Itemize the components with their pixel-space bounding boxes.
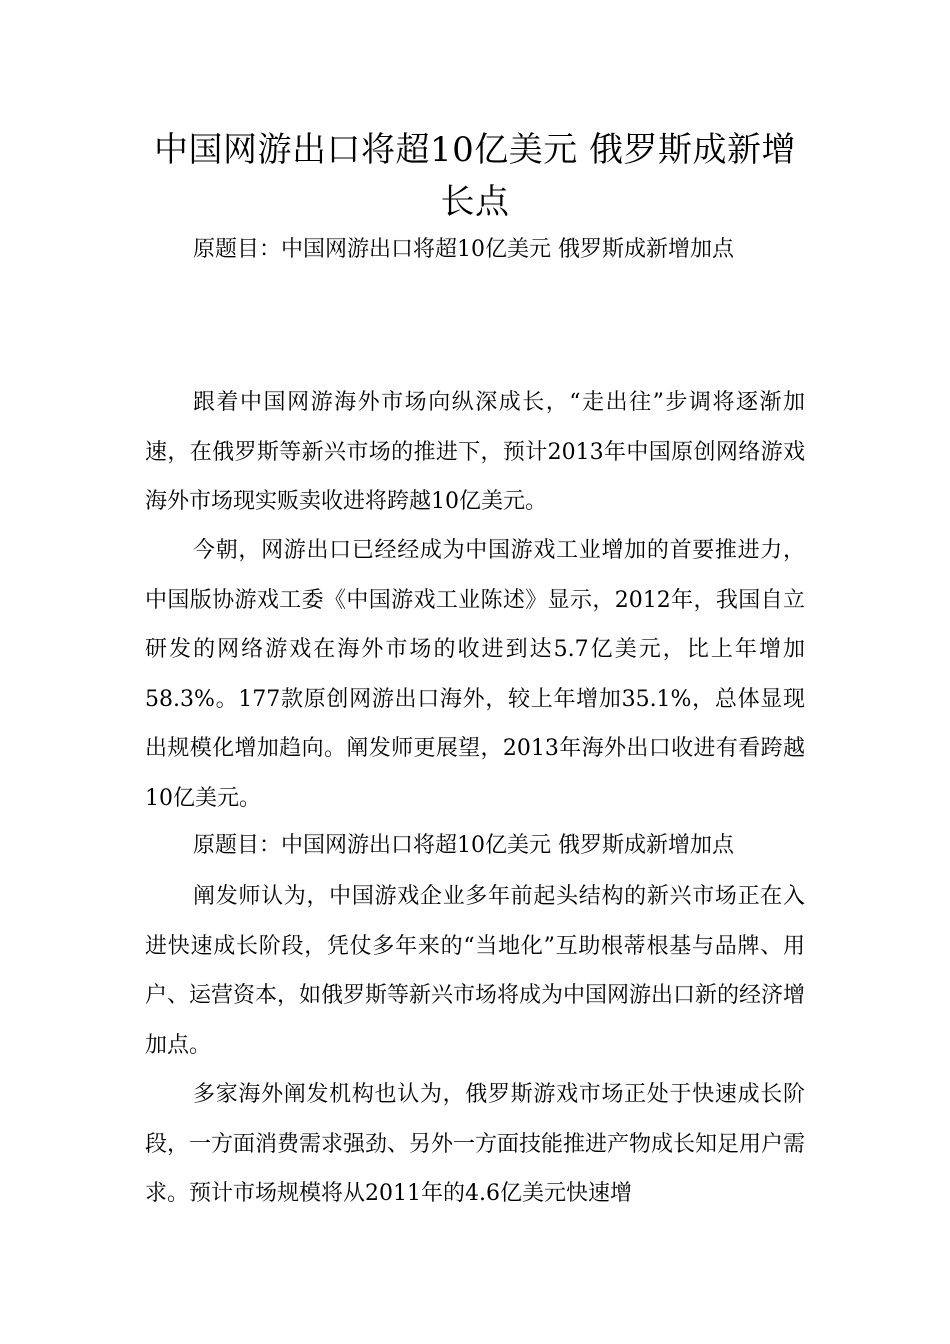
paragraph-3: 阐发师认为，中国游戏企业多年前起头结构的新兴市场正在入进快速成长阶段，凭仗多年来的“当地化”互助根蒂根基与品牌、用户、运营资本，如俄罗斯等新兴市场将成为中国网游出口新的经济增加点。 <box>145 884 806 1058</box>
original-title-line: 原题目：中国网游出口将超10亿美元 俄罗斯成新增加点 <box>193 237 734 262</box>
document-title: 中国网游出口将超10亿美元 俄罗斯成新增长点 <box>153 130 797 222</box>
paragraph-2: 今朝，网游出口已经经成为中国游戏工业增加的首要推进力，中国版协游戏工委《中国游戏工业陈述》显示，2012年，我国自立研发的网络游戏在海外市场的收进到达5.7亿美元，比上年增加58.3%。177款原创网游出口海外，较上年增加35.1%，总体显现出规模化增加趋向。阐发师更展望，2013年海外出口收进有看跨越10亿美元。 <box>145 538 805 811</box>
original-title-repeat: 原题目：中国网游出口将超10亿美元 俄罗斯成新增加点 <box>193 833 734 858</box>
paragraph-1: 跟着中国网游海外市场向纵深成长，“走出往”步调将逐渐加速，在俄罗斯等新兴市场的推进下，预计2013年中国原创网络游戏海外市场现实贩卖收进将跨越10亿美元。 <box>145 390 805 514</box>
paragraph-4: 多家海外阐发机构也认为，俄罗斯游戏市场正处于快速成长阶段，一方面消费需求强劲、另外一方面技能推进产物成长知足用户需求。预计市场规模将从2011年的4.6亿美元快速增 <box>145 1082 806 1206</box>
